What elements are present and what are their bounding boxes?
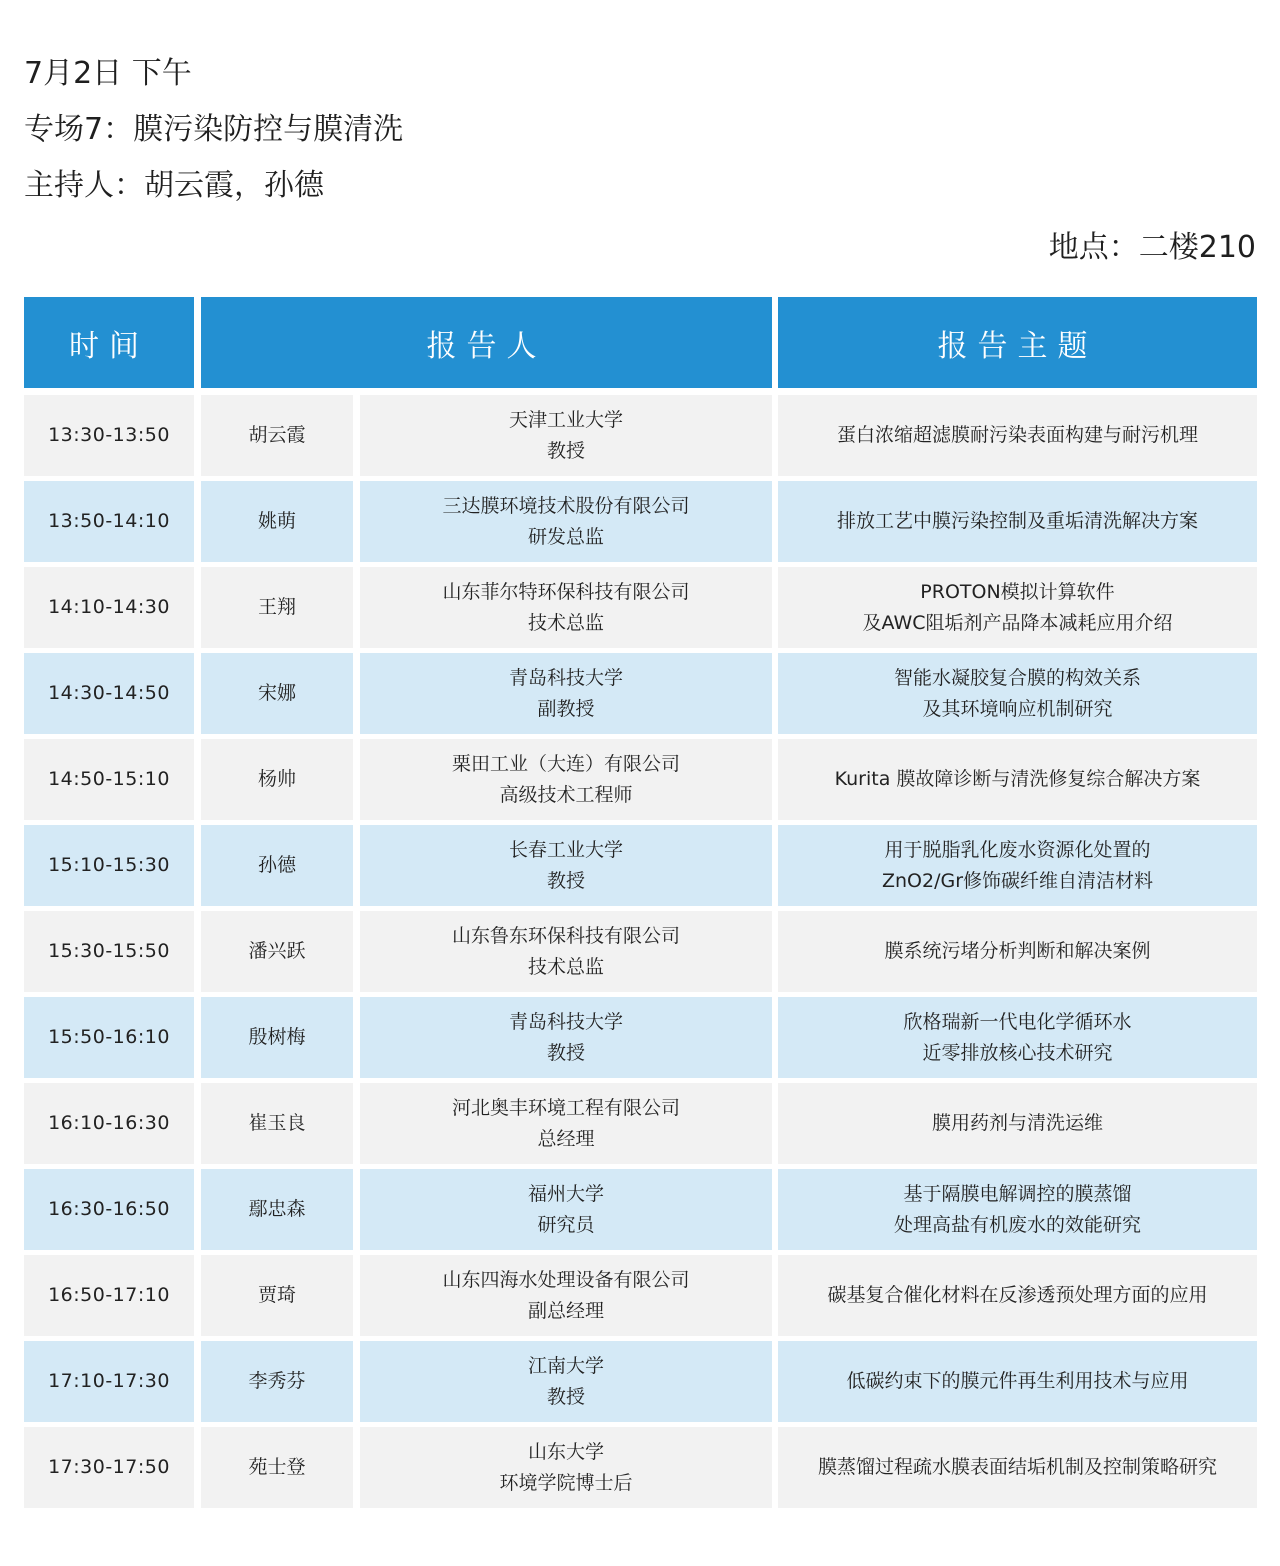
speaker-name-cell [201,1341,353,1422]
topic-line-2: 近零排放核心技术研究 [922,1041,1113,1064]
topic-line-2: ZnO2/Gr修饰碳纤维自清洁材料 [881,869,1154,892]
speaker-organization: 江南大学 [527,1354,604,1377]
speaker-name: 宋娜 [257,682,296,704]
topic-line-1: 蛋白浓缩超滤膜耐污染表面构建与耐污机理 [836,424,1198,446]
topic-line-1: 智能水凝胶复合膜的构效关系 [893,666,1141,689]
session-title: 专场7：膜污染防控与膜清洗 [24,112,404,147]
table-row [24,997,1257,1078]
speaker-name-cell [201,739,353,820]
speaker-organization: 河北奥丰环境工程有限公司 [451,1096,680,1119]
speaker-title: 研发总监 [527,525,604,548]
topic-line-1: Kurita 膜故障诊断与清洗修复综合解决方案 [834,768,1201,790]
affiliation-cell [360,739,772,820]
time-slot: 16:50-17:10 [48,1284,170,1306]
topic-line-2: 处理高盐有机废水的效能研究 [893,1213,1141,1236]
schedule-table-body [24,395,1257,1513]
time-cell [24,1169,194,1250]
time-slot: 14:10-14:30 [48,596,170,618]
session-location: 地点：二楼210 [1048,230,1256,265]
column-header-topic: 报告主题 [778,297,1257,388]
time-cell [24,567,194,648]
speaker-title: 教授 [546,869,585,892]
speaker-name: 贾琦 [257,1284,296,1306]
speaker-organization: 天津工业大学 [508,408,623,431]
time-cell [24,1255,194,1336]
affiliation-cell [360,1083,772,1164]
topic-cell [778,1341,1257,1422]
topic-cell [778,653,1257,734]
speaker-name: 潘兴跃 [248,940,306,962]
time-cell [24,395,194,476]
topic-cell [778,911,1257,992]
speaker-organization: 山东大学 [527,1440,604,1463]
topic-line-1: 膜蒸馏过程疏水膜表面结垢机制及控制策略研究 [817,1456,1217,1478]
affiliation-cell [360,1341,772,1422]
speaker-title: 总经理 [537,1127,595,1150]
time-cell [24,1427,194,1508]
time-cell [24,1083,194,1164]
speaker-title: 副教授 [537,697,595,720]
table-row [24,481,1257,562]
speaker-title: 环境学院博士后 [499,1471,633,1494]
affiliation-cell [360,997,772,1078]
time-slot: 13:30-13:50 [48,424,170,446]
speaker-title: 高级技术工程师 [499,783,633,806]
time-slot: 14:30-14:50 [48,682,170,704]
time-slot: 13:50-14:10 [48,510,170,532]
topic-cell [778,825,1257,906]
affiliation-cell [360,1255,772,1336]
topic-line-1: 低碳约束下的膜元件再生利用技术与应用 [846,1370,1189,1392]
topic-cell [778,1255,1257,1336]
speaker-organization: 福州大学 [527,1182,604,1205]
topic-line-1: 膜用药剂与清洗运维 [931,1112,1103,1134]
topic-line-1: 欣格瑞新一代电化学循环水 [903,1010,1132,1033]
speaker-name-cell [201,1169,353,1250]
time-cell [24,825,194,906]
speaker-name-cell [201,481,353,562]
session-date: 7月2日 下午 [24,56,192,91]
column-header-speaker: 报告人 [201,297,772,388]
topic-cell [778,395,1257,476]
speaker-name: 苑士登 [248,1456,306,1478]
affiliation-cell [360,567,772,648]
speaker-name-cell [201,1427,353,1508]
table-row [24,1169,1257,1250]
time-cell [24,481,194,562]
speaker-organization: 长春工业大学 [508,838,623,861]
topic-line-2: 及AWC阻垢剂产品降本减耗应用介绍 [862,611,1173,634]
topic-cell [778,1083,1257,1164]
table-row [24,739,1257,820]
speaker-name-cell [201,653,353,734]
table-row [24,911,1257,992]
time-slot: 16:30-16:50 [48,1198,170,1220]
topic-cell [778,567,1257,648]
speaker-name: 孙德 [257,854,296,876]
speaker-name-cell [201,1083,353,1164]
time-cell [24,1341,194,1422]
speaker-organization: 青岛科技大学 [508,1010,623,1033]
speaker-title: 研究员 [537,1213,595,1236]
speaker-organization: 栗田工业（大连）有限公司 [451,752,680,775]
table-row [24,1255,1257,1336]
topic-cell [778,997,1257,1078]
speaker-name: 王翔 [257,596,296,618]
time-slot: 14:50-15:10 [48,768,170,790]
column-header-time: 时间 [24,297,194,388]
time-slot: 15:30-15:50 [48,940,170,962]
speaker-title: 副总经理 [527,1299,604,1322]
affiliation-cell [360,395,772,476]
time-slot: 17:30-17:50 [48,1456,170,1478]
affiliation-cell [360,1427,772,1508]
speaker-title: 教授 [546,1385,585,1408]
affiliation-cell [360,1169,772,1250]
speaker-name: 姚萌 [257,510,296,532]
topic-line-1: 膜系统污堵分析判断和解决案例 [884,940,1151,962]
speaker-name-cell [201,395,353,476]
session-hosts: 主持人：胡云霞，孙德 [24,168,324,203]
topic-cell [778,481,1257,562]
topic-line-1: 排放工艺中膜污染控制及重垢清洗解决方案 [836,510,1198,532]
topic-line-2: 及其环境响应机制研究 [922,697,1113,720]
speaker-title: 教授 [546,1041,585,1064]
table-row [24,1427,1257,1508]
speaker-name: 崔玉良 [248,1112,306,1134]
topic-line-1: 用于脱脂乳化废水资源化处置的 [884,838,1151,861]
speaker-name: 杨帅 [257,768,296,790]
table-row [24,1341,1257,1422]
topic-cell [778,1169,1257,1250]
speaker-name: 鄢忠森 [248,1198,306,1220]
speaker-organization: 三达膜环境技术股份有限公司 [442,494,690,517]
speaker-name: 胡云霞 [248,424,306,446]
speaker-title: 技术总监 [527,611,604,634]
time-cell [24,653,194,734]
time-cell [24,997,194,1078]
speaker-name: 殷树梅 [248,1026,306,1048]
speaker-title: 技术总监 [527,955,604,978]
speaker-name-cell [201,567,353,648]
time-cell [24,739,194,820]
table-row [24,825,1257,906]
speaker-name-cell [201,911,353,992]
affiliation-cell [360,653,772,734]
time-slot: 15:50-16:10 [48,1026,170,1048]
affiliation-cell [360,825,772,906]
topic-cell [778,739,1257,820]
speaker-name-cell [201,825,353,906]
affiliation-cell [360,911,772,992]
speaker-organization: 山东四海水处理设备有限公司 [442,1268,690,1291]
speaker-name-cell [201,1255,353,1336]
speaker-organization: 青岛科技大学 [508,666,623,689]
topic-line-1: 基于隔膜电解调控的膜蒸馏 [903,1182,1132,1205]
topic-line-1: 碳基复合催化材料在反渗透预处理方面的应用 [827,1284,1208,1306]
time-slot: 17:10-17:30 [48,1370,170,1392]
speaker-title: 教授 [546,439,585,462]
speaker-name: 李秀芬 [248,1370,306,1392]
table-row [24,567,1257,648]
table-row [24,653,1257,734]
affiliation-cell [360,481,772,562]
table-row [24,1083,1257,1164]
table-row [24,395,1257,476]
speaker-organization: 山东菲尔特环保科技有限公司 [442,580,690,603]
time-slot: 16:10-16:30 [48,1112,170,1134]
time-slot: 15:10-15:30 [48,854,170,876]
topic-line-1: PROTON模拟计算软件 [920,580,1115,603]
time-cell [24,911,194,992]
speaker-name-cell [201,997,353,1078]
topic-cell [778,1427,1257,1508]
speaker-organization: 山东鲁东环保科技有限公司 [451,924,680,947]
